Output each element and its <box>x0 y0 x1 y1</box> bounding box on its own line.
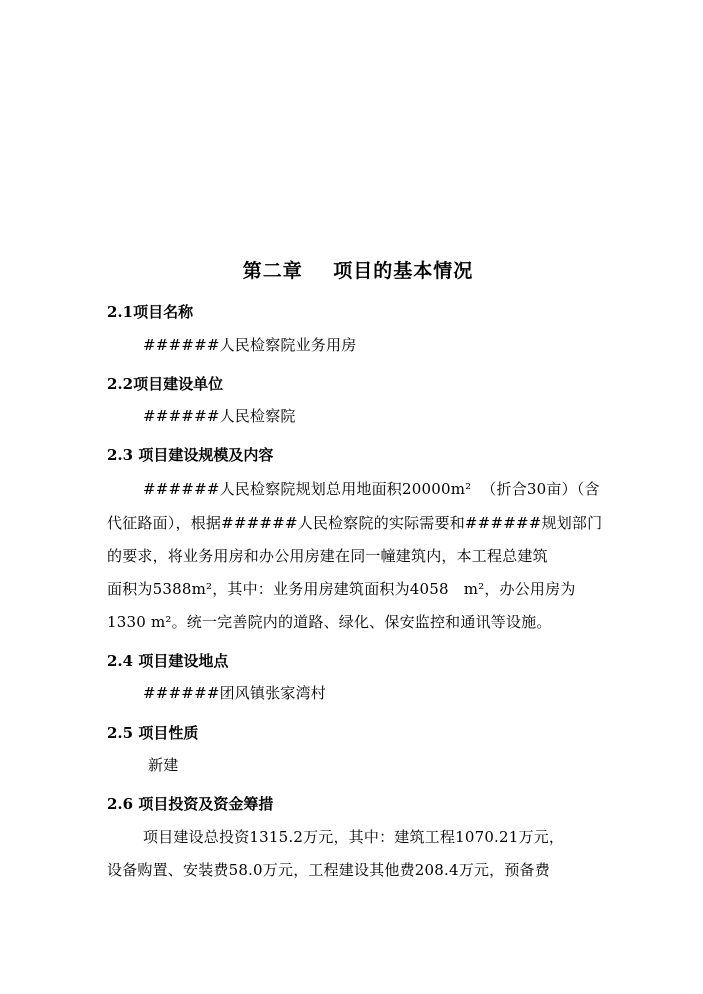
scale-paragraph-line: 面积为5388m²，其中：业务用房建筑面积为4058 m²，办公用房为 <box>107 580 576 598</box>
scale-paragraph-line: ######人民检察院规划总用地面积20000m² （折合30亩）（含 <box>143 480 600 498</box>
investment-paragraph-line: 设备购置、安装费58.0万元，工程建设其他费208.4万元，预备费 <box>107 861 550 879</box>
scale-paragraph-line: 1330 m²。统一完善院内的道路、绿化、保安监控和通讯等设施。 <box>107 613 552 631</box>
section-heading-2-2: 2.2项目建设单位 <box>107 375 224 393</box>
investment-paragraph-line: 项目建设总投资1315.2万元，其中：建筑工程1070.21万元， <box>143 828 565 846</box>
construction-unit-text: ######人民检察院 <box>143 407 296 425</box>
section-heading-2-4: 2.4 项目建设地点 <box>107 652 229 670</box>
chapter-title: 第二章 项目的基本情况 <box>242 260 474 282</box>
project-name-text: ######人民检察院业务用房 <box>143 336 357 354</box>
section-heading-2-1: 2.1项目名称 <box>107 303 194 321</box>
scale-paragraph-line: 代征路面），根据######人民检察院的实际需要和######规划部门 <box>107 514 603 532</box>
location-text: ######团风镇张家湾村 <box>143 684 327 702</box>
project-nature-text: 新建 <box>148 756 179 774</box>
section-heading-2-5: 2.5 项目性质 <box>107 724 199 742</box>
section-heading-2-3: 2.3 项目建设规模及内容 <box>107 446 274 464</box>
section-heading-2-6: 2.6 项目投资及资金筹措 <box>107 795 274 813</box>
scale-paragraph-line: 的要求，将业务用房和办公用房建在同一幢建筑内，本工程总建筑 <box>107 547 548 565</box>
